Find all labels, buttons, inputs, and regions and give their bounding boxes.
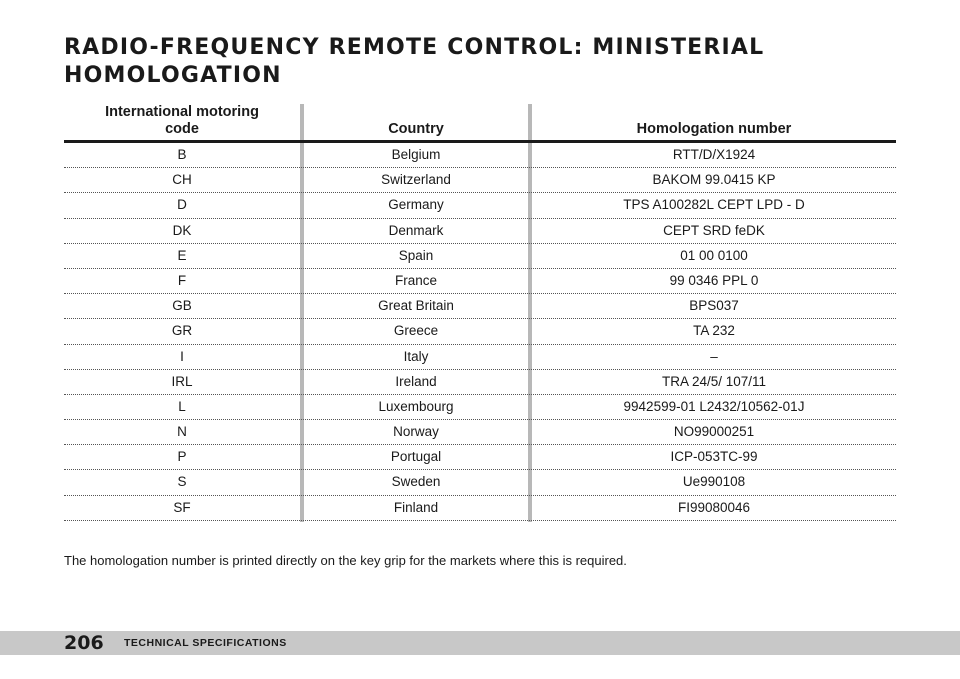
cell-code: SF (173, 499, 191, 515)
cell-code: GR (171, 323, 193, 339)
cell-country: Greece (393, 323, 439, 339)
cell-homologation-number: 9942599-01 L2432/10562-01J (623, 398, 805, 414)
cell-homologation-number: TA 232 (693, 323, 735, 339)
cell-homologation-number: ICP-053TC-99 (670, 449, 758, 465)
cell-code: IRL (171, 373, 193, 389)
section-title: TECHNICAL SPECIFICATIONS (124, 637, 287, 649)
table-row (64, 143, 896, 168)
cell-country: France (394, 272, 438, 288)
table-row (64, 269, 896, 294)
cell-country: Spain (398, 247, 434, 263)
cell-country: Ireland (395, 373, 437, 389)
header-homologation-number: Homologation number (636, 121, 792, 137)
cell-country: Denmark (388, 222, 444, 238)
table-row (64, 294, 896, 319)
table-body (64, 143, 896, 521)
cell-homologation-number: TPS A100282L CEPT LPD - D (623, 197, 805, 213)
cell-code: P (177, 449, 187, 465)
cell-code: DK (172, 222, 192, 238)
header-code-line-2: code (165, 121, 199, 137)
header-country: Country (388, 121, 444, 137)
cell-homologation-number: CEPT SRD feDK (663, 222, 765, 238)
cell-country: Italy (403, 348, 429, 364)
table-row (64, 244, 896, 269)
cell-homologation-number: RTT/D/X1924 (672, 147, 756, 162)
cell-code: I (180, 348, 184, 364)
cell-country: Belgium (391, 147, 441, 162)
table-row (64, 445, 896, 470)
cell-code: B (177, 147, 187, 162)
cell-homologation-number: BPS037 (689, 298, 739, 314)
cell-country: Germany (388, 197, 444, 213)
page-number: 206 (64, 632, 104, 654)
cell-code: S (177, 474, 187, 490)
table-row (64, 395, 896, 420)
cell-homologation-number: BAKOM 99.0415 KP (652, 172, 776, 188)
table-row (64, 345, 896, 370)
page-footer (0, 631, 960, 655)
table-row (64, 168, 896, 193)
table-row (64, 470, 896, 495)
cell-homologation-number: FI99080046 (677, 499, 751, 515)
homologation-table (64, 104, 896, 521)
table-row (64, 420, 896, 445)
cell-code: N (177, 424, 187, 440)
cell-country: Finland (393, 499, 439, 515)
table-row (64, 319, 896, 344)
cell-country: Great Britain (378, 298, 454, 314)
cell-code: E (177, 247, 187, 263)
cell-homologation-number: – (710, 348, 718, 364)
table-header (64, 104, 896, 143)
cell-code: D (177, 197, 187, 213)
page-title (64, 34, 904, 90)
table-row (64, 370, 896, 395)
cell-homologation-number: NO99000251 (673, 424, 755, 440)
cell-code: GB (172, 298, 192, 314)
cell-country: Switzerland (381, 172, 451, 188)
table-row (64, 496, 896, 521)
cell-code: L (178, 398, 186, 414)
cell-code: CH (172, 172, 192, 188)
cell-homologation-number: 01 00 0100 (680, 247, 748, 263)
title-line-2: HOMOLOGATION (64, 63, 282, 88)
table-row (64, 193, 896, 218)
cell-country: Norway (393, 424, 439, 440)
header-code-line-1: International motoring (105, 104, 259, 120)
cell-homologation-number: 99 0346 PPL 0 (669, 272, 759, 288)
cell-homologation-number: TRA 24/5/ 107/11 (661, 373, 767, 389)
cell-country: Luxembourg (378, 398, 454, 414)
table-row (64, 219, 896, 244)
cell-country: Portugal (390, 449, 442, 465)
title-line-1: RADIO-FREQUENCY REMOTE CONTROL: MINISTERIAL (64, 35, 765, 60)
cell-code: F (177, 272, 187, 288)
header-motoring-code (64, 104, 300, 138)
homologation-note: The homologation number is printed directly on the key grip for the markets where this is required. (64, 553, 627, 568)
cell-country: Sweden (391, 474, 441, 490)
cell-homologation-number: Ue990108 (682, 474, 746, 490)
